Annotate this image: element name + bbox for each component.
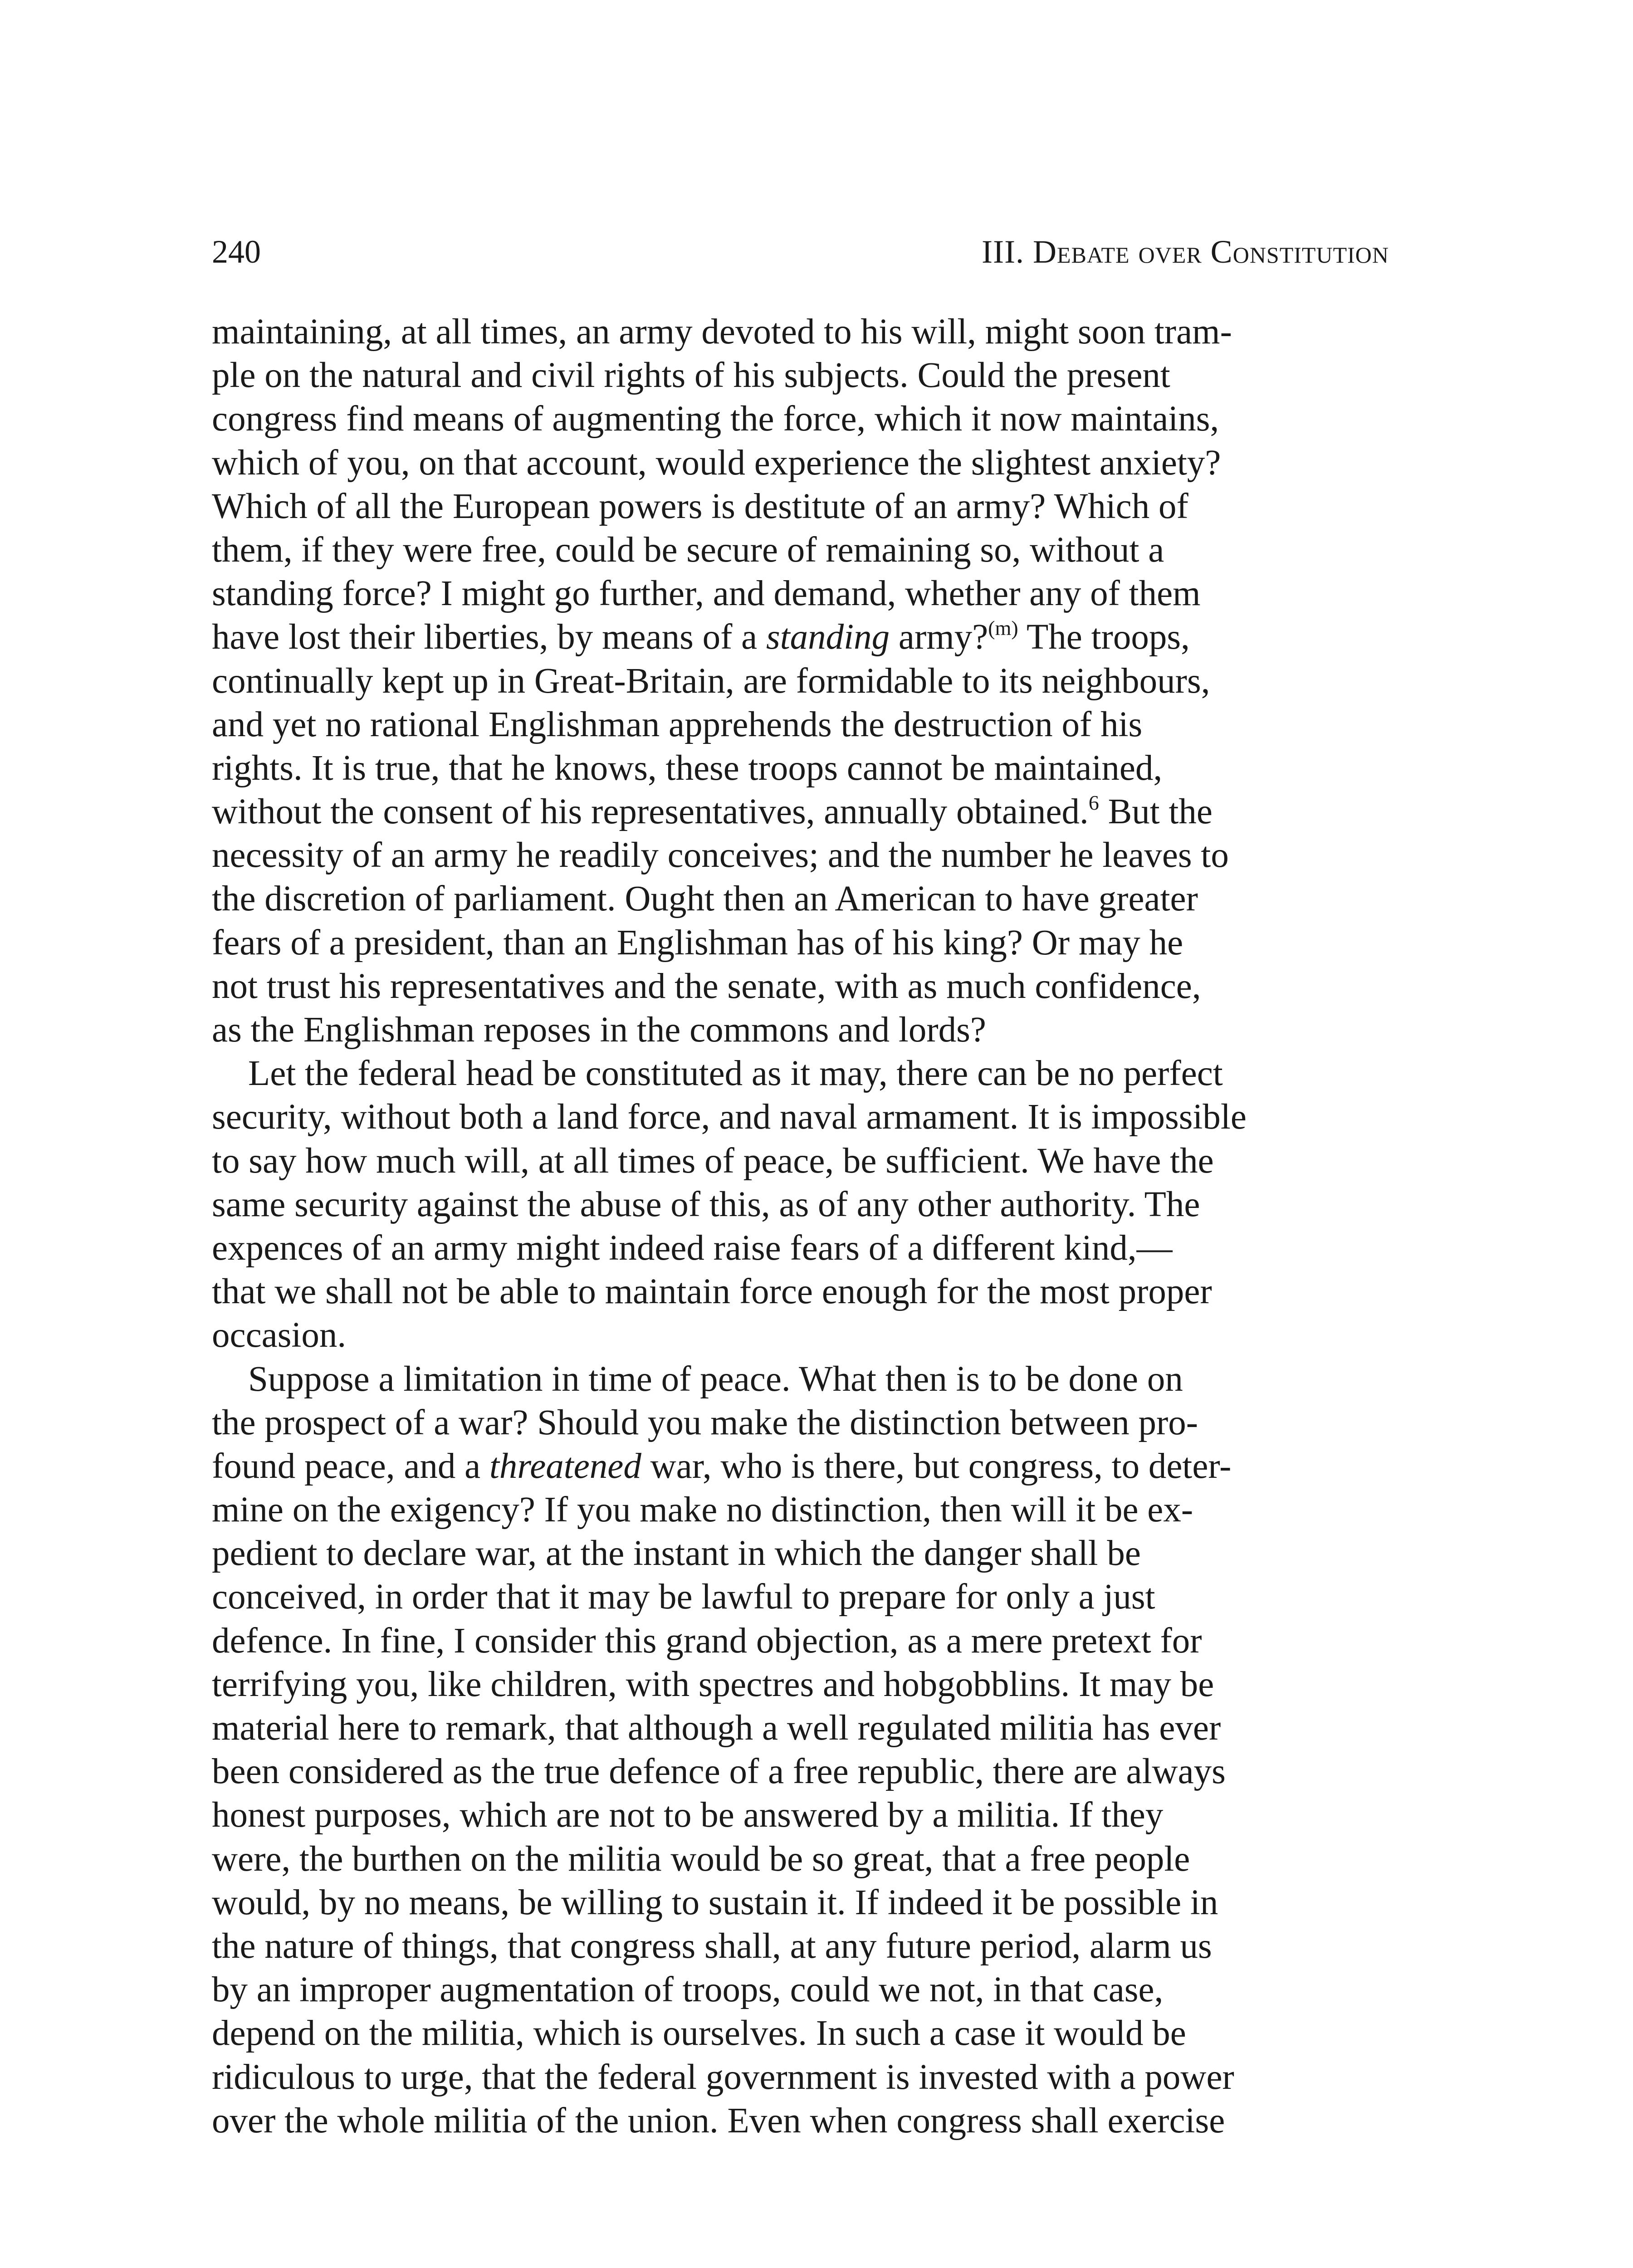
text-line: terrifying you, like children, with spectres and hobgobblins. It may be: [212, 1664, 1214, 1704]
text-segment: The troops,: [1018, 617, 1190, 657]
text-line: would, by no means, be willing to sustain it. If indeed it be possible in: [212, 1882, 1218, 1922]
text-segment: army?: [890, 617, 988, 657]
page-number: 240: [212, 234, 261, 270]
text-line: not trust his representatives and the senate, with as much confidence,: [212, 966, 1201, 1006]
text-line: mine on the exigency? If you make no distinction, then will it be ex-: [212, 1490, 1193, 1530]
text-line: material here to remark, that although a well regulated militia has ever: [212, 1708, 1221, 1748]
text-line: by an improper augmentation of troops, could we not, in that case,: [212, 1970, 1164, 2010]
text-line: occasion.: [212, 1315, 347, 1355]
text-line: over the whole militia of the union. Even when congress shall exercise: [212, 2101, 1225, 2141]
text-line: necessity of an army he readily conceives; and the number he leaves to: [212, 836, 1229, 875]
text-line: rights. It is true, that he knows, these troops cannot be maintained,: [212, 748, 1163, 788]
text-line: ridiculous to urge, that the federal government is invested with a power: [212, 2057, 1234, 2097]
footnote-marker-6[interactable]: 6: [1088, 791, 1099, 815]
body-text: [212, 310, 1389, 2143]
text-line: them, if they were free, could be secure of remaining so, without a: [212, 530, 1164, 570]
text-line: Which of all the European powers is destitute of an army? Which of: [212, 486, 1188, 526]
text-line: as the Englishman reposes in the commons and lords?: [212, 1010, 986, 1050]
text-line: fears of a president, than an Englishman has of his king? Or may he: [212, 923, 1183, 963]
note-marker-m[interactable]: (m): [988, 616, 1018, 640]
text-line: [212, 1445, 1389, 1488]
text-line: ple on the natural and civil rights of his subjects. Could the present: [212, 356, 1170, 396]
text-line: Let the federal head be constituted as it may, there can be no perfect: [248, 1054, 1223, 1094]
paragraph-2: [212, 1052, 1389, 1357]
text-line: conceived, in order that it may be lawful to prepare for only a just: [212, 1577, 1155, 1617]
text-line: depend on the militia, which is ourselves. In such a case it would be: [212, 2014, 1186, 2053]
text-line: continually kept up in Great-Britain, are formidable to its neighbours,: [212, 661, 1210, 701]
running-head: [212, 227, 1389, 277]
section-title: III. Debate over Constitution: [982, 234, 1389, 270]
paragraph-3: [212, 1358, 1389, 2143]
text-segment: war, who is there, but congress, to deter-: [641, 1446, 1232, 1486]
text-line: security, without both a land force, and naval armament. It is impossible: [212, 1097, 1247, 1137]
text-line: that we shall not be able to maintain force enough for the most proper: [212, 1272, 1212, 1312]
italic-word: threatened: [489, 1446, 641, 1486]
text-line: [212, 790, 1389, 834]
text-line: maintaining, at all times, an army devoted to his will, might soon tram-: [212, 312, 1232, 352]
text-segment: have lost their liberties, by means of a: [212, 617, 766, 657]
text-segment: found peace, and a: [212, 1446, 489, 1486]
text-line: the nature of things, that congress shall, at any future period, alarm us: [212, 1926, 1212, 1966]
text-line: [212, 616, 1389, 659]
text-line: to say how much will, at all times of peace, be sufficient. We have the: [212, 1141, 1214, 1181]
text-line: were, the burthen on the militia would be so great, that a free people: [212, 1839, 1190, 1879]
text-line: the prospect of a war? Should you make the distinction between pro-: [212, 1403, 1198, 1442]
text-line: same security against the abuse of this, as of any other authority. The: [212, 1184, 1200, 1224]
text-segment: But the: [1099, 792, 1213, 832]
text-line: Suppose a limitation in time of peace. What then is to be done on: [248, 1359, 1183, 1399]
text-line: which of you, on that account, would experience the slightest anxiety?: [212, 443, 1221, 483]
text-line: standing force? I might go further, and demand, whether any of them: [212, 574, 1201, 614]
text-line: honest purposes, which are not to be answered by a militia. If they: [212, 1795, 1164, 1835]
text-line: expences of an army might indeed raise fears of a different kind,—: [212, 1228, 1173, 1268]
text-line: congress find means of augmenting the force, which it now maintains,: [212, 399, 1219, 439]
italic-word: standing: [766, 617, 890, 657]
text-line: pedient to declare war, at the instant in which the danger shall be: [212, 1534, 1141, 1574]
text-line: the discretion of parliament. Ought then an American to have greater: [212, 879, 1198, 919]
text-segment: without the consent of his representatives, annually obtained.: [212, 792, 1089, 832]
paragraph-1: [212, 310, 1389, 1052]
text-line: and yet no rational Englishman apprehends the destruction of his: [212, 704, 1143, 744]
text-line: been considered as the true defence of a free republic, there are always: [212, 1752, 1226, 1792]
text-line: defence. In fine, I consider this grand objection, as a mere pretext for: [212, 1621, 1202, 1661]
